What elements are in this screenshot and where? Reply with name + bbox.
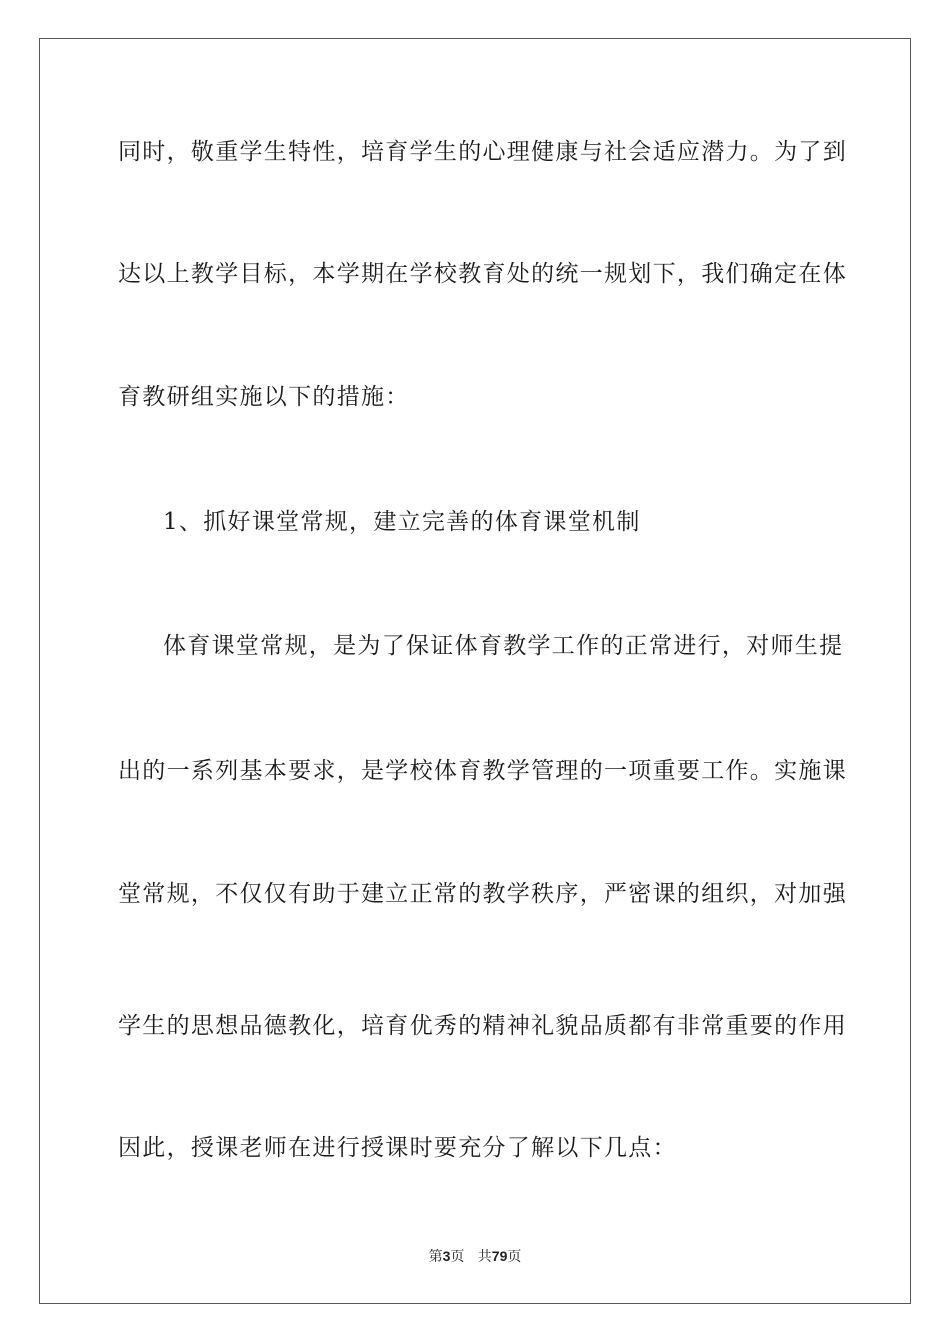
body-text-line: 堂常规，不仅仅有助于建立正常的教学秩序，严密课的组织，对加强 [118, 881, 847, 907]
page-number: 3 [442, 1248, 451, 1264]
section-heading: 1、抓好课堂常规，建立完善的体育课堂机制 [163, 509, 641, 535]
page-label-suffix: 页 [450, 1249, 465, 1265]
body-text-line: 育教研组实施以下的措施： [118, 384, 410, 410]
total-label-suffix: 页 [507, 1249, 522, 1265]
page-footer [0, 1246, 950, 1267]
body-text-line: 出的一系列基本要求，是学校体育教学管理的一项重要工作。实施课 [118, 758, 847, 784]
total-label-prefix: 共 [477, 1249, 492, 1265]
body-text-line: 体育课堂常规，是为了保证体育教学工作的正常进行，对师生提 [163, 633, 844, 659]
body-text-line: 达以上教学目标，本学期在学校教育处的统一规划下，我们确定在体 [118, 261, 847, 287]
body-text-line: 同时，敬重学生特性，培育学生的心理健康与社会适应潜力。为了到 [118, 139, 847, 165]
body-text-line: 学生的思想品德教化，培育优秀的精神礼貌品质都有非常重要的作用 [118, 1013, 847, 1039]
page-border [39, 38, 911, 1304]
body-text-line: 因此，授课老师在进行授课时要充分了解以下几点： [118, 1135, 677, 1161]
page-label-prefix: 第 [428, 1249, 443, 1265]
total-pages: 79 [491, 1248, 508, 1264]
